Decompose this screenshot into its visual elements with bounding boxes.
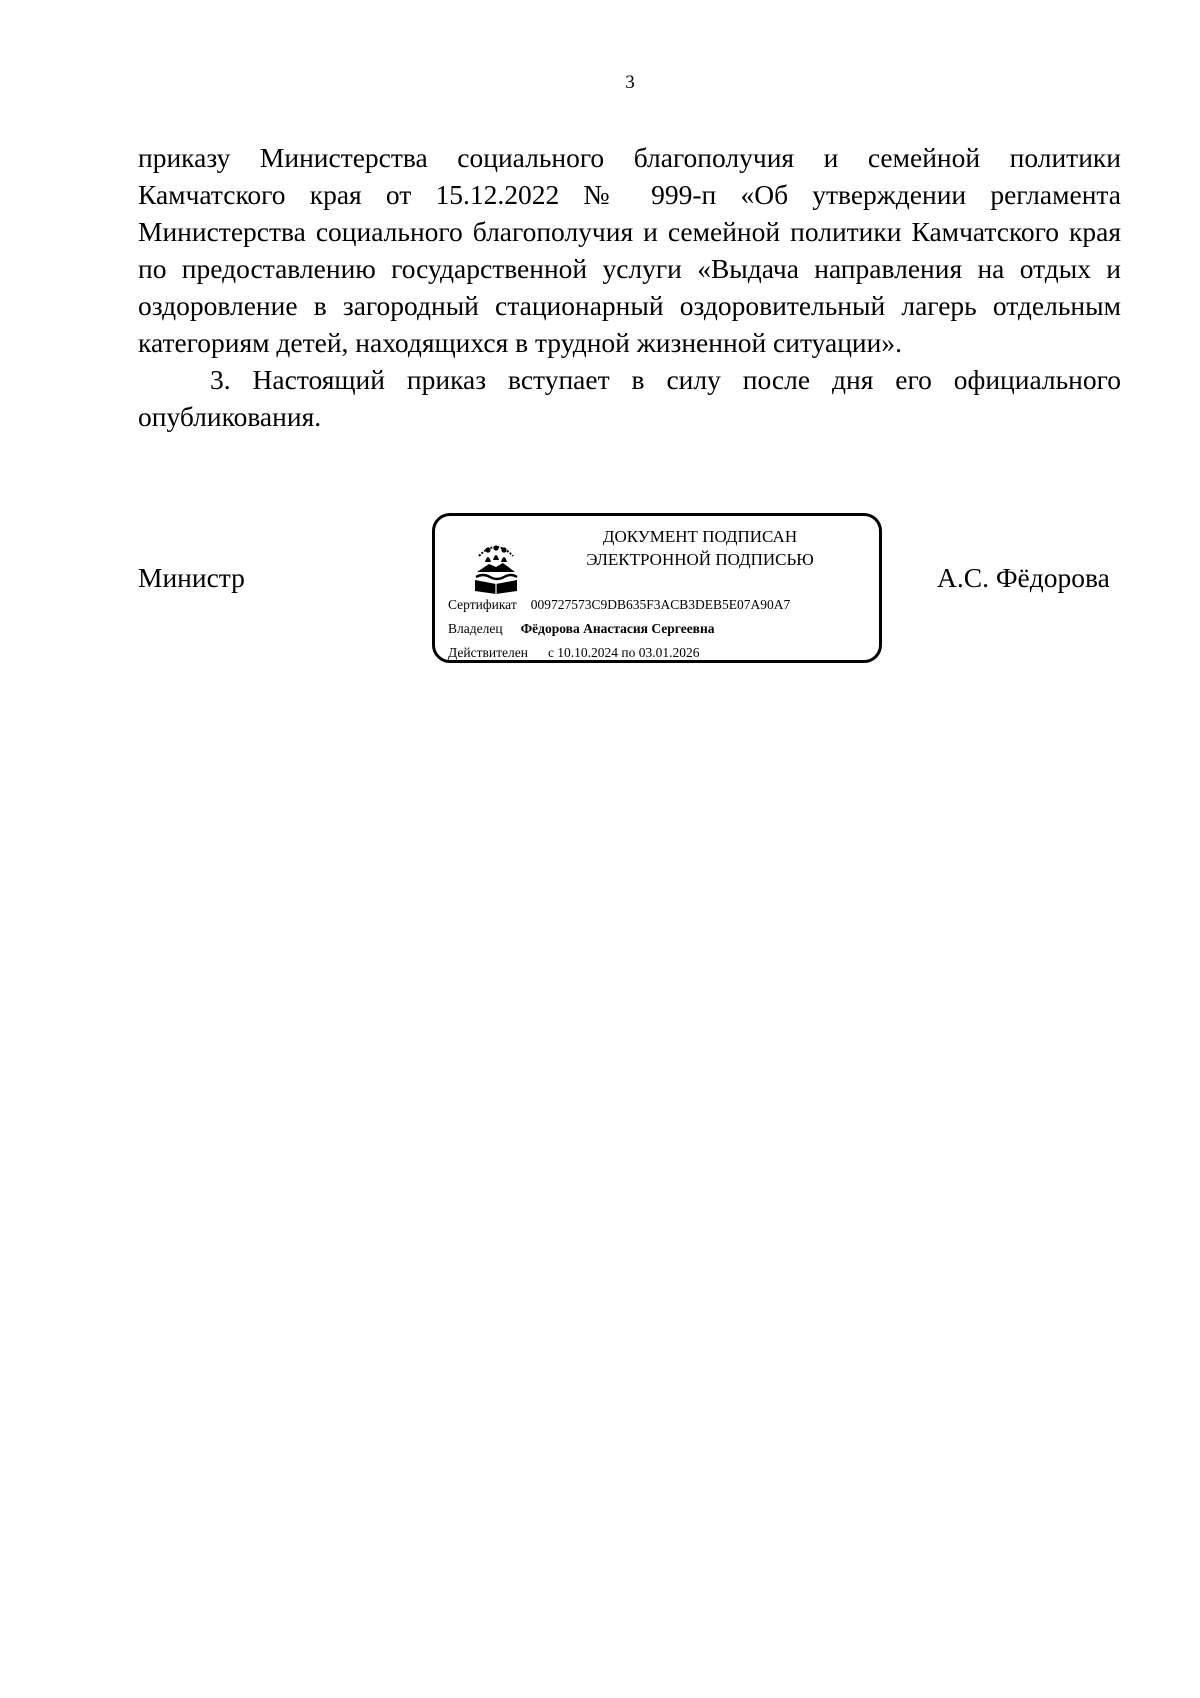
page-number: 3 <box>625 72 635 93</box>
certificate-label: Сертификат <box>448 597 517 612</box>
paragraph-continued: приказу Министерства социального благополучия и семейной политики Камчатского края от 15.12.2022 № 999-п «Об утверждении регламента Министерства социального благополучия и семейной политики Камчатского края по предоставлению государственной услуги «Выдача направления на отдых и оздоровление в загородный стационарный оздоровительный лагерь отдельным категориям детей, находящихся в трудной жизненной ситуации». <box>138 142 1121 358</box>
stamp-title <box>555 525 845 571</box>
certificate-value: 009727573C9DB635F3ACB3DEB5E07A90A7 <box>530 597 791 612</box>
document-body <box>138 139 1121 435</box>
valid-value: с 10.10.2024 по 03.01.2026 <box>547 645 700 660</box>
valid-label: Действителен <box>448 645 528 660</box>
signatory-name: А.С. Фёдорова <box>937 562 1110 593</box>
stamp-title-line-1: ДОКУМЕНТ ПОДПИСАН <box>602 527 798 546</box>
stamp-title-line-2: ЭЛЕКТРОННОЙ ПОДПИСЬЮ <box>586 550 814 569</box>
stamp-validity-row <box>448 644 700 662</box>
signatory-position: Министр <box>138 562 245 593</box>
paragraph-item-3: 3. Настоящий приказ вступает в силу после дня его официального опубликования. <box>138 364 1121 432</box>
electronic-signature-stamp <box>432 513 882 663</box>
owner-value: Фёдорова Анастасия Сергеевна <box>520 621 715 636</box>
coat-of-arms-icon <box>471 536 521 594</box>
owner-label: Владелец <box>448 621 503 636</box>
signature-block <box>0 469 1200 669</box>
stamp-owner-row <box>448 620 715 638</box>
stamp-certificate-row <box>448 596 790 614</box>
